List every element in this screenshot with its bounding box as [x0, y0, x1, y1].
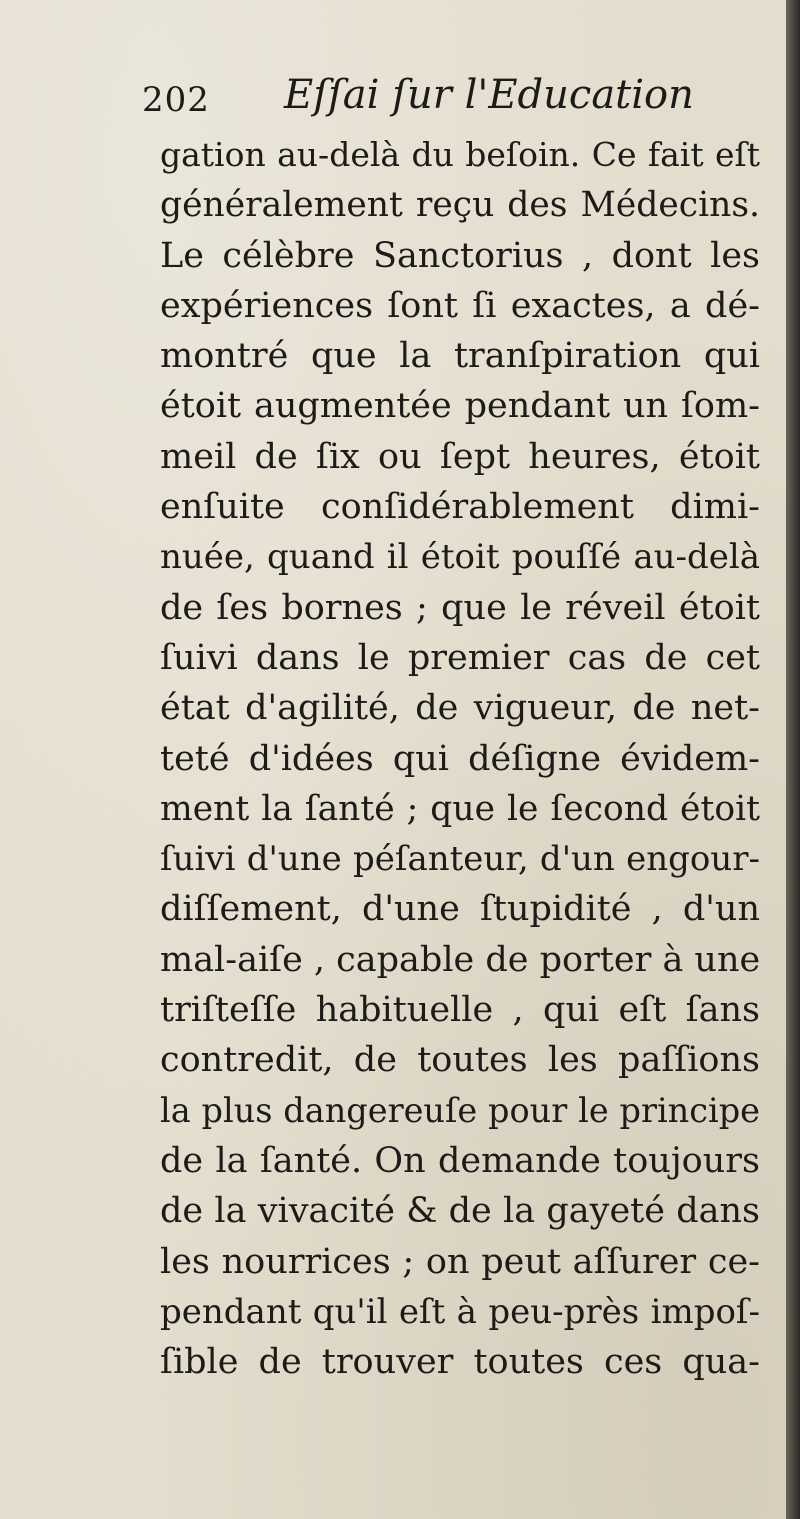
- text-line: montré que la tranſpiration qui: [160, 336, 760, 377]
- text-line: ſible de trouver toutes ces qua-: [160, 1342, 760, 1383]
- text-line: Le célèbre Sanctorius , dont les: [160, 235, 760, 276]
- text-line: généralement reçu des Médecins.: [160, 185, 760, 226]
- text-line: gation au-delà du beſoin. Ce fait eſt: [160, 135, 760, 174]
- text-line: triſteſſe habituelle , qui eſt ſans: [160, 990, 760, 1031]
- text-line: teté d'idées qui déſigne évidem-: [160, 738, 760, 779]
- text-line: de la vivacité & de la gayeté dans: [160, 1191, 760, 1232]
- text-line: ſuivi dans le premier cas de cet: [160, 637, 760, 678]
- text-line: de la ſanté. On demande toujours: [160, 1140, 760, 1181]
- text-line: meil de ſix ou ſept heures, étoit: [160, 436, 760, 477]
- text-line: nuée, quand il étoit pouſſé au-delà: [160, 537, 760, 578]
- text-line: pendant qu'il eſt à peu-près impoſ-: [160, 1291, 760, 1332]
- text-line: ment la ſanté ; que le ſecond étoit: [160, 788, 760, 829]
- text-line: ſuivi d'une péſanteur, d'un engour-: [160, 839, 760, 880]
- page-number: 202: [142, 80, 210, 120]
- text-line: de ſes bornes ; que le réveil étoit: [160, 587, 760, 628]
- page-header: [142, 72, 702, 132]
- text-line: la plus dangereuſe pour le principe: [160, 1090, 760, 1130]
- page-edge-shadow: [786, 0, 800, 1519]
- text-line: expériences ſont ſi exactes, a dé-: [160, 285, 760, 326]
- text-line: diſſement, d'une ſtupidité , d'un: [160, 889, 760, 930]
- text-line: contredit, de toutes les paſſions: [160, 1040, 760, 1081]
- text-line: les nourrices ; on peut aſſurer ce-: [160, 1241, 760, 1282]
- text-line: mal-aiſe , capable de porter à une: [160, 939, 760, 980]
- running-title: Eſſai ſur l'Education: [284, 72, 694, 118]
- text-line: enſuite conſidérablement dimi-: [160, 487, 760, 528]
- text-line: étoit augmentée pendant un ſom-: [160, 386, 760, 427]
- body-text: [160, 130, 760, 1387]
- text-line: état d'agilité, de vigueur, de net-: [160, 688, 760, 729]
